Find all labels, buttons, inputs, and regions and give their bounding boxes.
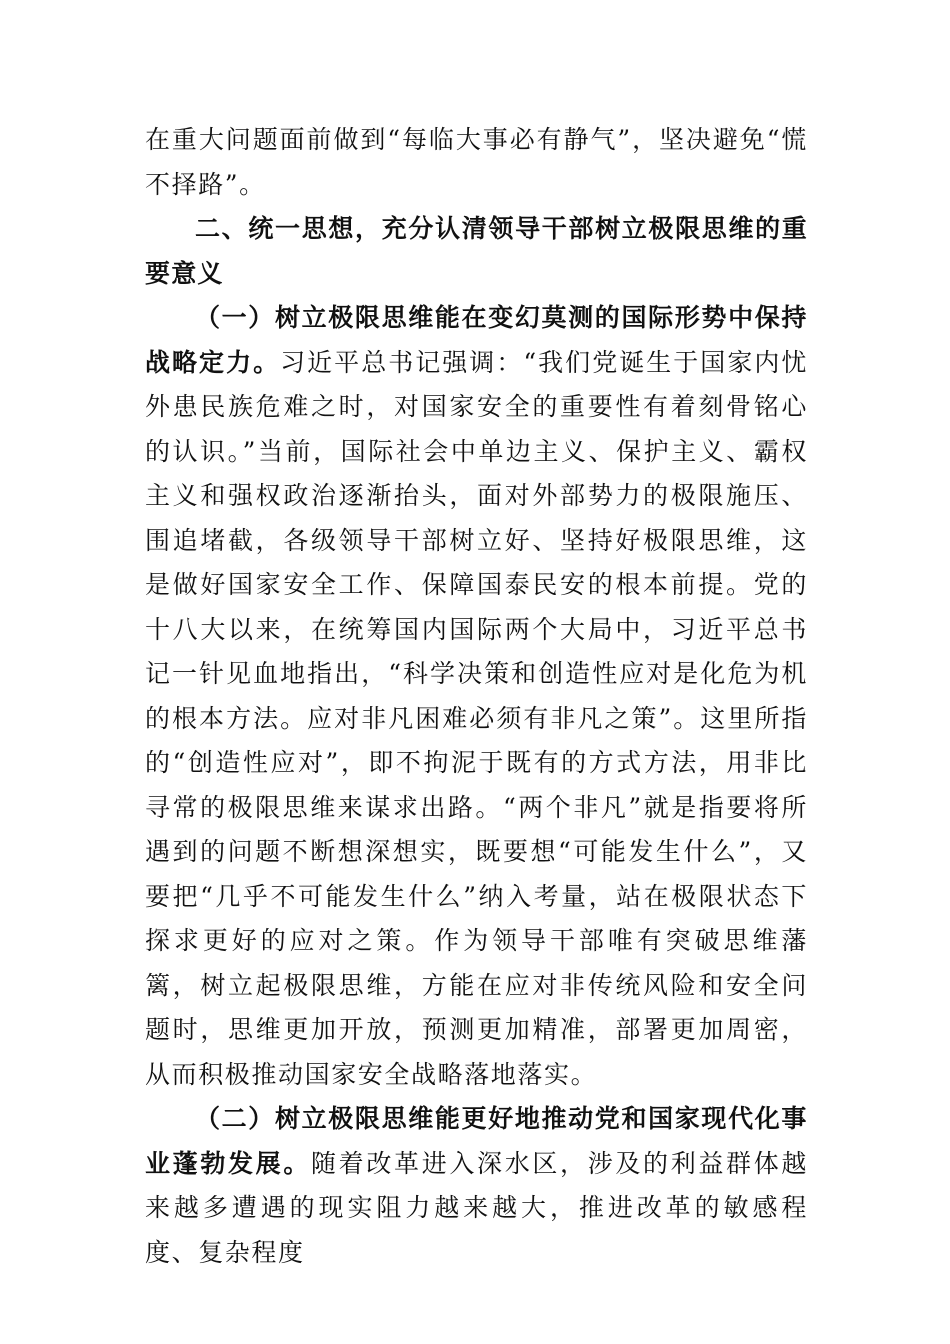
document-body bbox=[145, 118, 808, 1275]
subsection-2-body: 随着改革进入深水区，涉及的利益群体越来越多遭遇的现实阻力越来越大，推进改革的敏感程度、复杂程度 bbox=[145, 1148, 808, 1267]
subsection-1-lead: （一）树立极限思维能在变幻莫测的国际形势中保持战略定力。 bbox=[145, 303, 808, 377]
subsection-2-lead: （二）树立极限思维能更好地推动党和国家现代化事业蓬勃发展。 bbox=[145, 1104, 808, 1178]
section-heading: 二、统一思想，充分认清领导干部树立极限思维的重要意义 bbox=[145, 214, 808, 288]
paragraph-subsection-1 bbox=[145, 296, 808, 1097]
subsection-1-body: 习近平总书记强调：“我们党诞生于国家内忧外患民族危难之时，对国家安全的重要性有着刻骨铭心的认识。”当前，国际社会中单边主义、保护主义、霸权主义和强权政治逐渐抬头，面对外部势力的极限施压、围追堵截，各级领导干部树立好、坚持好极限思维，这是做好国家安全工作、保障国泰民安的根本前提。党的十八大以来，在统筹国内国际两个大局中，习近平总书记一针见血地指出，“科学决策和创造性应对是化危为机的根本方法。应对非凡困难必须有非凡之策”。这里所指的“创造性应对”，即不拘泥于既有的方式方法，用非比寻常的极限思维来谋求出路。“两个非凡”就是指要将所遇到的问题不断想深想实，既要想“可能发生什么”，又要把“几乎不可能发生什么”纳入考量，站在极限状态下探求更好的应对之策。作为领导干部唯有突破思维藩篱，树立起极限思维，方能在应对非传统风险和安全问题时，思维更加开放，预测更加精准，部署更加周密，从而积极推动国家安全战略落地落实。 bbox=[145, 347, 808, 1089]
paragraph-subsection-2 bbox=[145, 1097, 808, 1275]
paragraph-continued: 在重大问题面前做到“每临大事必有静气”，坚决避免“慌不择路”。 bbox=[145, 125, 808, 199]
